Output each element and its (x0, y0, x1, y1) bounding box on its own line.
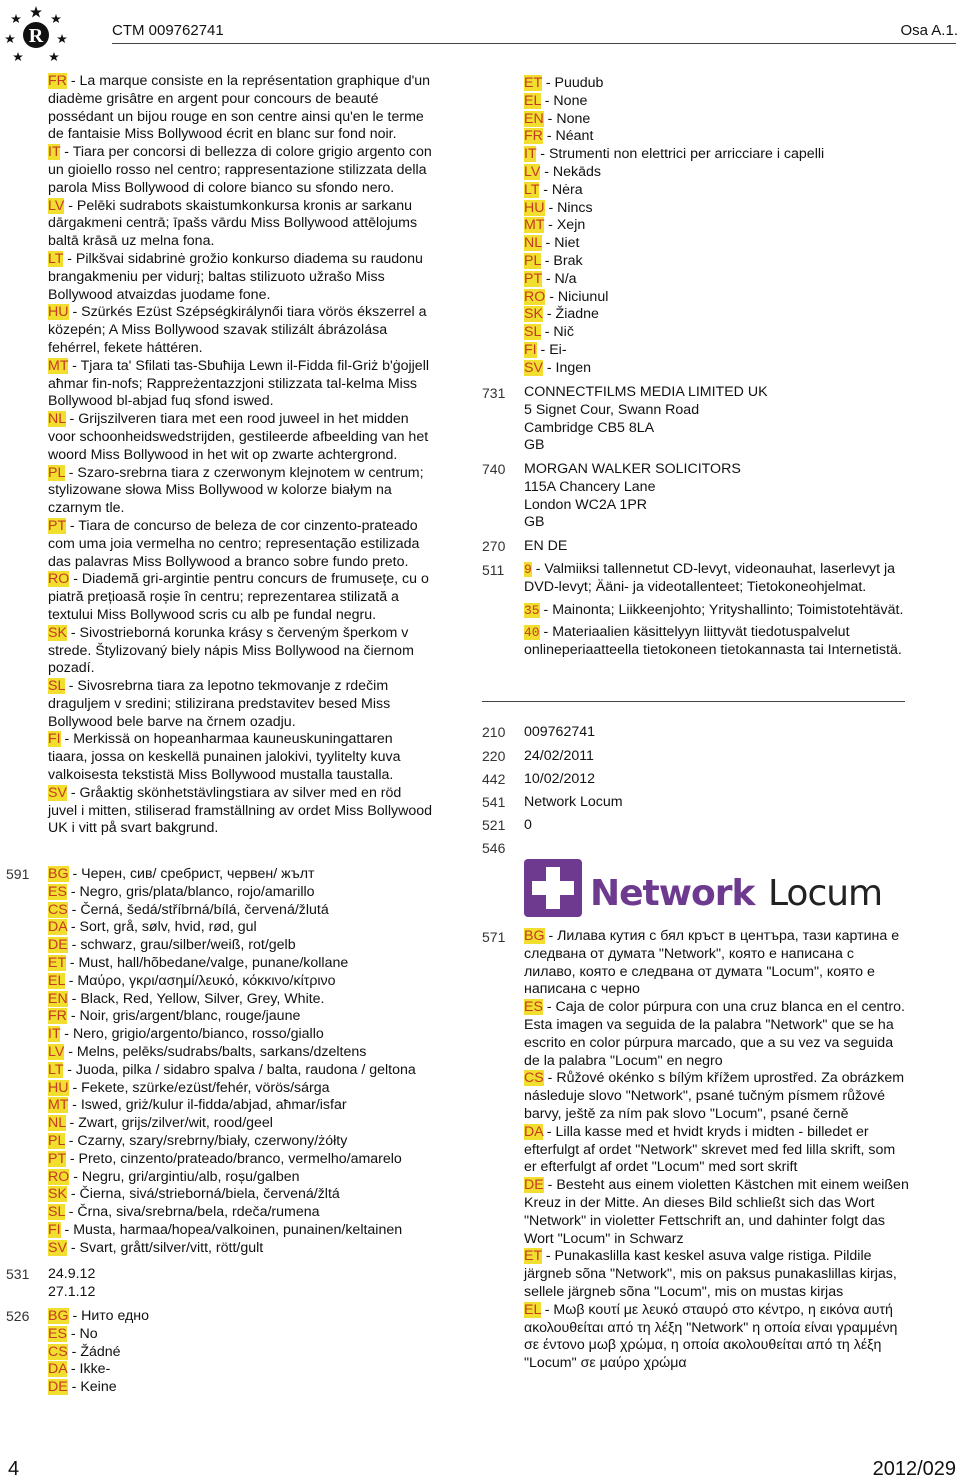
entry-text: - Ingen (542, 359, 592, 376)
entry-text: - Nėra (539, 181, 583, 198)
field-number: 546 (482, 840, 506, 856)
field-number-740: 740 (482, 461, 506, 477)
vienna-classification (48, 1266, 95, 1302)
field-number: 210 (482, 724, 506, 740)
field-value: 24/02/2011 (524, 748, 594, 764)
language-code: CS (48, 1343, 68, 1360)
language-code: ET (524, 1248, 542, 1265)
entry-text: - No (66, 1325, 98, 1342)
language-code: SV (48, 784, 67, 801)
address-line: CONNECTFILMS MEDIA LIMITED UK (524, 384, 768, 400)
entry-text: - None (543, 110, 591, 127)
language-entry (524, 928, 909, 999)
entry-text: - Nincs (544, 199, 593, 216)
language-code: RO (524, 288, 546, 305)
language-entry (524, 164, 909, 182)
language-entry (48, 955, 448, 973)
language-code: LT (48, 250, 64, 267)
language-entry (524, 128, 909, 146)
language-entry (48, 866, 448, 884)
language-code: BG (48, 1308, 69, 1324)
language-entry (48, 251, 432, 304)
entry-text: - Lilla kasse med et hvidt kryds i midten - billedet er efterfulgt af ordet "Network" skrevet med fed lilla skrift, som er efterfulgt af ordet "Locum" med sort skrift (524, 1123, 896, 1176)
entry-text: - Merkissä on hopeanharmaa kauneuskuningattaren tiaara, jossa on keskellä punainen jalokivi, tyylitelty kuva valkoisesta tekstistä Miss Bollywood mustalla taustalla. (48, 731, 401, 784)
entry-separator (482, 701, 905, 702)
field-value: 009762741 (524, 724, 596, 740)
entry-text: - Tiara per concorsi di bellezza di colore grigio argento con un gioiello rosso nel centro; rappresentazione stilizzata della parola Miss Bollywood di colore bianco su sfondo nero. (48, 144, 432, 196)
document-title: CTM 009762741 (112, 22, 224, 39)
language-code: RO (48, 571, 70, 588)
language-entry (48, 1379, 448, 1397)
language-entry (48, 1044, 448, 1062)
language-code: SK (48, 1186, 67, 1203)
language-code: PT (48, 517, 66, 534)
language-code: HU (524, 199, 545, 216)
language-code: LT (524, 181, 540, 198)
entry-text: - Tjara ta' Sfilati tas-Sbuħija Lewn il-Fidda fil-Griż b'ġojjell aħmar fin-nofs; Rappreżentazzjoni stilizzata tal-kelma Miss Bollywood bl-abjad fuq sfond iswed. (48, 357, 430, 410)
field-number-526: 526 (6, 1308, 30, 1324)
language-code: ES (524, 999, 543, 1016)
entry-text: - Žádné (67, 1343, 121, 1360)
entry-text: - None (540, 92, 588, 109)
language-entry (48, 731, 432, 784)
class-number: 9 (524, 562, 532, 577)
entry-text: - Preto, cinzento/prateado/branco, vermelho/amarelo (65, 1150, 402, 1167)
field-number-511: 511 (482, 562, 505, 578)
entry-text: - Iswed, griż/kulur il-fidda/abjad, aħmar/isfar (68, 1097, 347, 1114)
language-entry (48, 937, 448, 955)
entry-text: - Črna, siva/srebrna/bela, rdeča/rumena (64, 1204, 320, 1221)
language-entry (48, 902, 448, 920)
language-code: ES (48, 1325, 67, 1342)
language-code: SL (524, 324, 541, 341)
language-entry (524, 324, 909, 342)
class-goods: - Mainonta; Liikkeenjohto; Yrityshallinto; Toimistotehtävät. (539, 601, 904, 618)
entry-text: - Tiara de concurso de beleza de cor cinzento-prateado com uma joia vermelha no centro; representação estilizada das palavras Miss Bollywood a branco sobre fundo preto. (48, 517, 420, 570)
language-code: LV (524, 163, 541, 180)
language-code: PL (48, 1132, 65, 1149)
entry-text: - Noir, gris/argent/blanc, rouge/jaune (66, 1008, 301, 1025)
address-line: Cambridge CB5 8LA (524, 419, 655, 436)
entry-text: - La marque consiste en la représentation graphique d'un diadème grisâtre en argent pour concours de beauté possédant un bijou rouge en son centre ainsi qu'en le terme de fantaisie Miss Bollywood écrit en blanc sur fond noir. (48, 73, 431, 143)
svg-text:Network: Network (590, 873, 755, 914)
entry-text: - Sort, grå, sølv, hvid, rød, gul (66, 919, 257, 936)
entry-text: - Pelēki sudrabots skaistumkonkursa kronis ar sarkanu dārgakmeni centrā; īpašs vārdu Miss Bollywood attēlojums baltā krāsā uz melna fona. (48, 197, 418, 250)
entry-text: - Xejn (544, 217, 586, 234)
vienna-code-2: 27.1.12 (48, 1283, 96, 1300)
language-entry (524, 1248, 909, 1301)
field-number-591: 591 (6, 866, 30, 882)
section-reference: Osa A.1. (900, 22, 958, 39)
svg-text:Locum: Locum (768, 873, 883, 914)
language-entry (48, 465, 432, 518)
entry-text: - Růžové okénko s bílým křížem uprostřed. Za obrázkem následuje slovo "Network", psané tučným písmem růžové barvy, ještě za ním pak slovo "Locum", psané černě (524, 1070, 905, 1122)
entry-text: - schwarz, grau/silber/weiß, rot/gelb (67, 937, 296, 954)
language-code: CS (48, 901, 68, 918)
language-code: MT (48, 1097, 69, 1114)
language-code: ET (524, 75, 542, 91)
entry-text: - Černá, šedá/stříbrná/bílá, červená/žlutá (67, 901, 329, 918)
language-entry (48, 1222, 448, 1240)
language-entry (48, 144, 432, 197)
entry-text: - Zwart, grijs/zilver/wit, rood/geel (65, 1115, 273, 1132)
entry-text: - Brak (540, 252, 583, 269)
language-entry (524, 217, 909, 235)
language-code: SV (524, 359, 543, 376)
class-number: 35 (524, 602, 540, 618)
language-code: NL (48, 411, 66, 428)
class-entry (524, 624, 909, 660)
language-code: HU (48, 304, 69, 321)
field-number: 541 (482, 794, 506, 810)
language-entry (524, 1070, 909, 1123)
entry-text: - Pilkšvai sidabrinė grožio konkurso diadema su raudonu brangakmeniu per vidurį; baltas stilizuoto užrašo Miss Bollywood atvaizdas juodame fone. (48, 250, 423, 303)
address-line: GB (524, 514, 545, 531)
language-entry (48, 1062, 448, 1080)
language-entry (48, 1344, 448, 1362)
language-code: SK (48, 624, 67, 641)
class-goods: - Valmiiksi tallennetut CD-levyt, videonauhat, laserlevyt ja DVD-levyt; Ääni- ja videotallenteet; Tietokoneohjelmat. (524, 561, 896, 595)
language-entry (48, 1080, 448, 1098)
language-entry (524, 306, 909, 324)
language-entry (48, 919, 448, 937)
address-line: 115A Chancery Lane (524, 478, 656, 495)
class-number: 40 (524, 625, 540, 641)
language-entry (48, 991, 448, 1009)
language-code: ES (48, 883, 67, 900)
language-entry (48, 1204, 448, 1222)
entry-text: - Diademă gri-argintie pentru concurs de frumusețe, cu o piatră prețioasă roșie în centru; reprezentarea stilizată a textului Miss Bollywood scris cu alb pe fundal negru. (48, 571, 429, 623)
language-code: LT (48, 1061, 64, 1078)
language-entry (48, 1097, 448, 1115)
language-code: ET (48, 954, 66, 971)
entry-text: - Sivostrieborná korunka krásy s červeným šperkom v strede. Štylizovaný biely nápis Miss Bollywood na čiernom pozadí. (48, 624, 414, 677)
language-entry (524, 1177, 909, 1248)
address-line: GB (524, 437, 545, 454)
address-line: 5 Signet Cour, Swann Road (524, 401, 700, 418)
nice-classes (524, 561, 909, 665)
entry-text: - Μαύρο, γκρι/ασημί/λευκό, κόκκινο/κίτρινο (64, 972, 336, 989)
field-number-531: 531 (6, 1266, 30, 1282)
language-entry (48, 1308, 448, 1326)
entry-text: - Negru, gri/argintiu/alb, roșu/galben (69, 1168, 300, 1185)
field-number-270: 270 (482, 538, 506, 554)
entry-text: - Nekāds (540, 163, 602, 180)
language-entry (48, 518, 432, 571)
entry-text: - Puudub (541, 75, 604, 91)
languages: EN DE (524, 538, 568, 554)
language-code: DE (524, 1177, 544, 1194)
disclaimer-list-continued (524, 75, 909, 378)
language-entry (48, 884, 448, 902)
language-code: NL (524, 235, 542, 252)
language-entry (524, 360, 909, 378)
entry-text: - Punakaslilla kast keskel asuva valge ristiga. Pildile järgneb sõna "Network", mis on paksus punakaslillas kirjas, sellele järgneb sõna "Locum", mis on mustas kirjas (524, 1248, 897, 1300)
language-entry (524, 235, 909, 253)
language-code: HU (48, 1079, 69, 1096)
language-entry (48, 1133, 448, 1151)
entry-text: - Grijszilveren tiara met een rood juweel in het midden voor schoonheidswedstrijden, gestileerde afbeelding van het woord Miss Bollywood in het wit op zwarte achtergrond. (48, 411, 429, 463)
language-entry (48, 358, 432, 411)
entry-text: - Sivosrebrna tiara za lepotno tekmovanje z rdečim draguljem v sredini; stilizirana predstavitev besed Miss Bollywood bele barve na črnem ozadju. (48, 678, 391, 730)
language-entry (524, 253, 909, 271)
entry-text: - Nič (540, 324, 574, 341)
language-code: LV (48, 1043, 65, 1060)
disclaimer-list (48, 1308, 448, 1397)
representative-address (524, 461, 909, 532)
entry-text: - Szaro-srebrna tiara z czerwonym klejnotem w centrum; stylizowane słowa Miss Bollywood w kolorze białym na czarnym tle. (48, 464, 424, 517)
language-entry (48, 571, 432, 624)
language-code: IT (524, 146, 537, 163)
language-entry (524, 146, 909, 164)
language-entry (48, 973, 448, 991)
entry-text: - Néant (542, 128, 594, 145)
language-code: FR (524, 128, 543, 145)
field-number-571: 571 (482, 929, 506, 945)
entry-text: - Svart, grått/silver/vitt, rött/gult (66, 1239, 264, 1256)
svg-text:R: R (28, 25, 44, 47)
field-number-731: 731 (482, 385, 506, 401)
language-code: DA (48, 919, 67, 936)
language-code: MT (48, 357, 69, 374)
entry-text: - Musta, harmaa/hopea/valkoinen, punainen/keltainen (60, 1221, 403, 1238)
mark-description-list-2 (524, 928, 909, 1373)
field-value: 0 (524, 817, 532, 833)
language-entry (48, 1169, 448, 1187)
language-code: FI (48, 731, 61, 748)
page-number: 4 (8, 1458, 20, 1480)
entry-text: - Besteht aus einem violetten Kästchen mit einem weißen Kreuz in der Mitte. An dieses Bild schließt sich das Wort "Network" in violetter Fettschrift an, und dahinter folgt das Wort "Locum" in Schwarz (524, 1177, 909, 1247)
entry-text: - Negro, gris/plata/blanco, rojo/amarillo (66, 883, 315, 900)
language-entry (48, 1026, 448, 1044)
entry-text: - Μωβ κουτί με λευκό σταυρό στο κέντρο, η εικόνα αυτή ακολουθείται από τη λέξη "Network" η οποία είναι γραμμένη σε έντονο μωβ χρώμα, η οποία ακολουθείται από τη λέξη "Locum" σε μαύρο χρώμα (524, 1301, 898, 1372)
language-code: DA (48, 1361, 67, 1378)
language-entry (48, 625, 432, 678)
entry-text: - Čierna, sivá/strieborná/biela, červená/žltá (66, 1186, 340, 1203)
entry-text: - Nero, grigio/argento/bianco, rosso/giallo (60, 1026, 324, 1043)
entry-text: - Черен, сив/ сребрист, червен/ жълт (68, 866, 315, 882)
language-code: CS (524, 1070, 544, 1087)
language-code: FI (524, 341, 537, 358)
entry-text: - Žiadne (542, 306, 599, 323)
entry-text: - Must, hall/hõbedane/valge, punane/kollane (65, 954, 349, 971)
entry-text: - Ikke- (66, 1361, 111, 1378)
language-code: DA (524, 1123, 543, 1140)
language-entry (48, 198, 432, 251)
language-entry (48, 1186, 448, 1204)
address-line: MORGAN WALKER SOLICITORS (524, 461, 741, 477)
entry-text: - Szürkés Ezüst Szépségkirálynői tiara vörös ékszerrel a közepén; A Miss Bollywood szavak stilizált ábrázolása fehérrel, fekete háttéren. (48, 304, 427, 356)
language-entry (524, 342, 909, 360)
language-code: BG (524, 928, 545, 944)
language-entry (524, 271, 909, 289)
language-code: EN (48, 990, 68, 1007)
language-code: DE (48, 937, 68, 954)
language-code: EL (48, 972, 65, 989)
language-code: EN (524, 110, 544, 127)
language-code: SL (48, 1204, 65, 1221)
entry-text: - Keine (67, 1379, 117, 1396)
field-number: 220 (482, 748, 506, 764)
class-entry (524, 561, 909, 597)
language-entry (48, 1240, 448, 1258)
language-entry (524, 182, 909, 200)
language-entry (48, 678, 432, 731)
language-entry (524, 93, 909, 111)
entry-text: - Melns, pelēks/sudrabs/balts, sarkans/dzeltens (64, 1043, 367, 1060)
language-code: RO (48, 1168, 70, 1185)
language-code: SL (48, 678, 65, 695)
entry-text: - Czarny, szary/srebrny/biały, czerwony/żółty (64, 1132, 348, 1149)
language-entry (524, 1302, 909, 1373)
language-code: SK (524, 306, 543, 323)
language-entry (524, 1124, 909, 1177)
entry-text: - Caja de color púrpura con una cruz blanca en el centro. Esta imagen va seguida de la palabra "Network" que se ha escrito en color púrpura marcado, que a su vez va seguida de la palabra "Locum" en negro (524, 999, 905, 1069)
language-entry (524, 75, 909, 93)
field-number: 442 (482, 771, 506, 787)
language-code: PT (524, 270, 542, 287)
network-locum-logo (524, 855, 884, 924)
language-entry (524, 999, 909, 1070)
owner-address (524, 384, 909, 455)
language-entry (524, 200, 909, 218)
language-code: PT (48, 1150, 66, 1167)
language-code: FR (48, 73, 67, 89)
language-code: IT (48, 1026, 61, 1043)
field-value: 10/02/2012 (524, 771, 596, 787)
language-code: LV (48, 197, 65, 214)
language-code: IT (48, 144, 61, 161)
entry-text: - Gråaktig skönhetstävlingstiara av silver med en röd juvel i mitten, stiliserad framställning av ordet Miss Bollywood UK i vitt på svart bakgrund. (48, 784, 432, 837)
class-goods: - Materiaalien käsittelyyn liittyvät tiedotuspalvelut onlineperiaatteella tietokoneen tietokannasta tai Internetistä. (524, 624, 902, 659)
language-entry (48, 785, 432, 838)
language-entry (48, 1326, 448, 1344)
class-entry (524, 602, 909, 620)
entry-text: - Нито едно (68, 1308, 150, 1324)
language-entry (524, 289, 909, 307)
entry-text: - Black, Red, Yellow, Silver, Grey, White. (67, 990, 325, 1007)
field-value: Network Locum (524, 794, 623, 810)
entry-text: - Fekete, szürke/ezüst/fehér, vörös/sárga (68, 1079, 330, 1096)
language-code: PL (524, 252, 541, 269)
language-entry (48, 304, 432, 357)
language-code: PL (48, 464, 65, 481)
language-code: EL (524, 1301, 541, 1318)
language-entry (48, 411, 432, 464)
entry-text: - Лилава кутия с бял кръст в центъра, тази картина е следвана от думата "Network", която е написана с лилаво, която е следвана от думата "Locum", която е написана с черно (524, 928, 900, 998)
language-code: EL (524, 92, 541, 109)
language-entry (48, 1361, 448, 1379)
bulletin-date: 2012/029 (872, 1458, 956, 1480)
language-code: FI (48, 1221, 61, 1238)
language-code: DE (48, 1379, 68, 1396)
language-code: SV (48, 1239, 67, 1256)
language-code: BG (48, 866, 69, 882)
entry-text: - Niet (541, 235, 580, 252)
language-code: FR (48, 1008, 67, 1025)
field-number: 521 (482, 817, 506, 833)
language-code: NL (48, 1115, 66, 1132)
colors-list (48, 866, 448, 1258)
entry-text: - N/a (541, 270, 577, 287)
header-rule (112, 43, 956, 44)
entry-text: - Strumenti non elettrici per arricciare i capelli (536, 146, 825, 163)
entry-text: - Juoda, pilka / sidabro spalva / balta, raudona / geltona (63, 1061, 416, 1078)
vienna-code-1: 24.9.12 (48, 1266, 96, 1282)
entry-text: - Ei- (536, 341, 567, 358)
mark-description-list (48, 73, 432, 838)
language-entry (48, 1151, 448, 1169)
entry-text: - Niciunul (545, 288, 609, 305)
language-entry (524, 111, 909, 129)
emblem-logo (4, 2, 68, 69)
language-entry (48, 73, 432, 144)
language-code: MT (524, 217, 545, 234)
language-entry (48, 1008, 448, 1026)
address-line: London WC2A 1PR (524, 496, 648, 513)
language-entry (48, 1115, 448, 1133)
